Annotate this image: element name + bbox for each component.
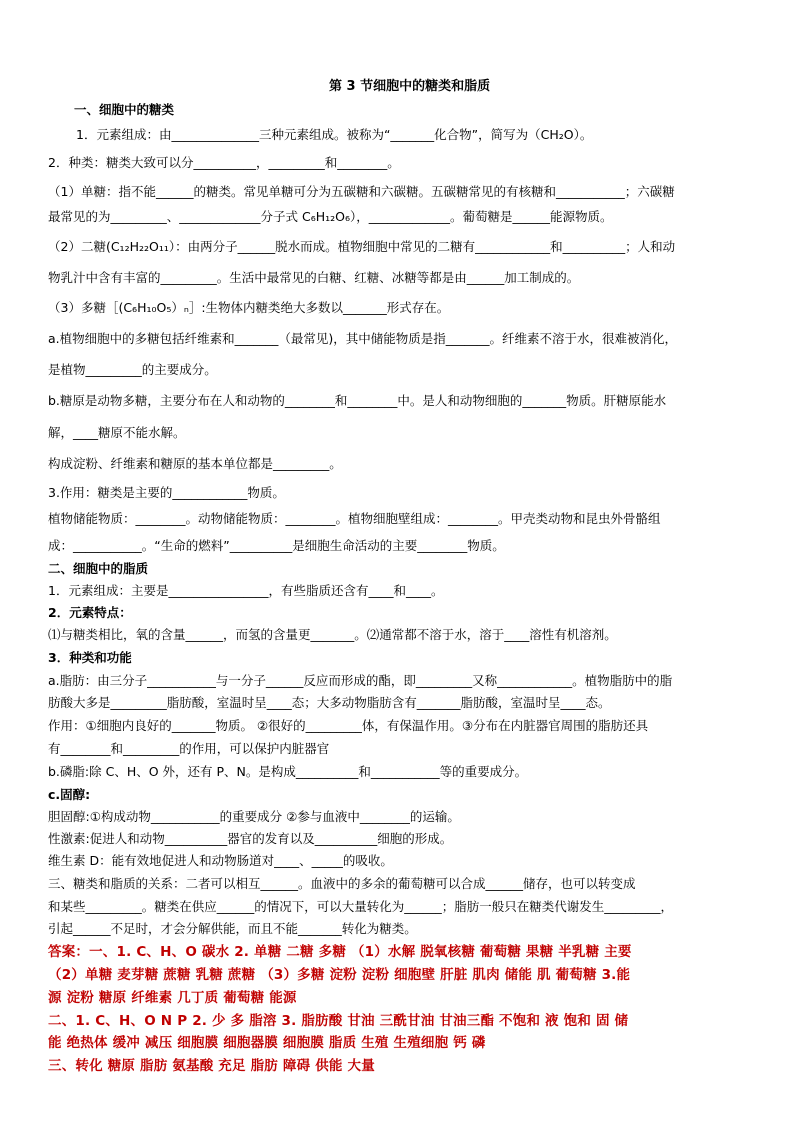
line-plant-polysaccharide-2: 是植物_________的主要成分。 — [48, 362, 217, 377]
line-fat-2: 肪酸大多是_________脂肪酸，室温时呈____态；大多动物脂肪含有_______脂肪酸，室温时呈____态。 — [48, 695, 611, 710]
answer-line-2: （2）单糖 麦芽糖 蔗糖 乳糖 蔗糖 （3）多糖 淀粉 淀粉 细胞壁 肝脏 肌肉 储能 肌 葡萄糖 3.能 — [48, 967, 631, 983]
page-title: 第 3 节细胞中的糖类和脂质 — [329, 79, 491, 94]
line-fat-function-2: 有________和_________的作用，可以保护内脏器官 — [48, 741, 330, 756]
line-glycogen-1: b.糖原是动物多糖，主要分布在人和动物的________和________中。是人和动物细胞的_______物质。肝糖原能水 — [48, 393, 667, 408]
line-lipid-elements: 1．元素组成：主要是________________，有些脂质还含有____和____。 — [48, 583, 444, 598]
line-fat-1: a.脂肪：由三分子___________与一分子______反应而形成的酯，即_________又称____________。植物脂肪中的脂 — [48, 673, 673, 688]
line-disaccharide-1: （2）二糖(C₁₂H₂₂O₁₁）：由两分子______脱水而成。植物细胞中常见的二糖有____________和__________；人和动 — [48, 239, 676, 254]
line-cholesterol: 胆固醇:①构成动物___________的重要成分 ②参与血液中________的运输。 — [48, 809, 460, 824]
line-polysaccharide: （3）多糖［(C₆H₁₀O₅）ₙ］:生物体内糖类绝大多数以_______形式存在。 — [48, 300, 450, 315]
line-sugar-types: 2．种类：糖类大致可以分__________，_________和________。 — [48, 155, 400, 170]
line-relation-1: 三、糖类和脂质的关系：二者可以相互______。血液中的多余的葡萄糖可以合成______储存，也可以转变成 — [48, 876, 636, 891]
line-phospholipid: b.磷脂:除 C、H、O 外，还有 P、N。是构成__________和___________等的重要成分。 — [48, 764, 528, 779]
line-monosaccharide-2: 最常见的为_________、_____________分子式 C₆H₁₂O₆），_____________。葡萄糖是______能源物质。 — [48, 209, 613, 224]
line-plant-polysaccharide-1: a.植物细胞中的多糖包括纤维素和_______（最常见)，其中储能物质是指_______。纤维素不溶于水，很难被消化， — [48, 331, 678, 346]
line-monosaccharide-1: （1）单糖：指不能______的糖类。常见单糖可分为五碳糖和六碳糖。五碳糖常见的有核糖和___________；六碳糖 — [48, 184, 675, 199]
line-basic-unit: 构成淀粉、纤维素和糖原的基本单位都是_________。 — [48, 456, 342, 471]
line-relation-2: 和某些_________。糖类在供应______的情况下，可以大量转化为______；脂肪一般只在糖类代谢发生_________， — [48, 899, 674, 914]
section-heading-lipids: 二、细胞中的脂质 — [48, 561, 149, 576]
line-relation-3: 引起______不足时，才会分解供能，而且不能_______转化为糖类。 — [48, 921, 417, 936]
answer-line-5: 能 绝热体 缓冲 减压 细胞膜 细胞器膜 细胞膜 脂质 生殖 生殖细胞 钙 磷 — [48, 1035, 486, 1051]
line-element-features: 2．元素特点： — [48, 605, 132, 620]
line-sex-hormone: 性激素:促进人和动物__________器官的发育以及__________细胞的形成。 — [48, 831, 453, 846]
line-disaccharide-2: 物乳汁中含有丰富的_________。生活中最常见的白糖、红糖、冰糖等都是由______加工制成的。 — [48, 270, 580, 285]
line-types-functions: 3．种类和功能 — [48, 650, 132, 665]
line-fat-function-1: 作用：①细胞内良好的_______物质。 ②很好的_________体，有保温作用。③分布在内脏器官周围的脂肪还具 — [48, 718, 649, 733]
answer-line-3: 源 淀粉 糖原 纤维素 几丁质 葡萄糖 能源 — [48, 990, 297, 1006]
answer-line-1: 答案：一、1. C、H、O 碳水 2. 单糖 二糖 多糖 （1）水解 脱氧核糖 葡萄糖 果糖 半乳糖 主要 — [48, 944, 632, 960]
line-sterol: c.固醇: — [48, 787, 91, 802]
line-element-features-detail: ⑴与糖类相比，氧的含量______，而氢的含量更_______。⑵通常都不溶于水，溶于____溶性有机溶剂。 — [48, 627, 617, 642]
line-storage-1: 植物储能物质：________。动物储能物质：________。植物细胞壁组成：________。甲壳类动物和昆虫外骨骼组 — [48, 511, 661, 526]
section-heading-sugars: 一、细胞中的糖类 — [74, 102, 175, 117]
line-sugar-function: 3.作用：糖类是主要的____________物质。 — [48, 485, 285, 500]
answer-line-4: 二、1. C、H、O N P 2. 少 多 脂溶 3. 脂肪酸 甘油 三酰甘油 甘油三酯 不饱和 液 饱和 固 储 — [48, 1013, 629, 1029]
line-sugar-elements: 1．元素组成：由______________三种元素组成。被称为“_______化合物”，简写为（CH₂O）。 — [76, 127, 593, 142]
line-storage-2: 成：___________。“生命的燃料”__________是细胞生命活动的主要________物质。 — [48, 538, 505, 553]
line-vitamin-d: 维生素 D：能有效地促进人和动物肠道对____、_____的吸收。 — [48, 853, 393, 868]
line-glycogen-2: 解，____糖原不能水解。 — [48, 425, 186, 440]
answer-line-6: 三、转化 糖原 脂肪 氨基酸 充足 脂肪 障碍 供能 大量 — [48, 1058, 375, 1074]
